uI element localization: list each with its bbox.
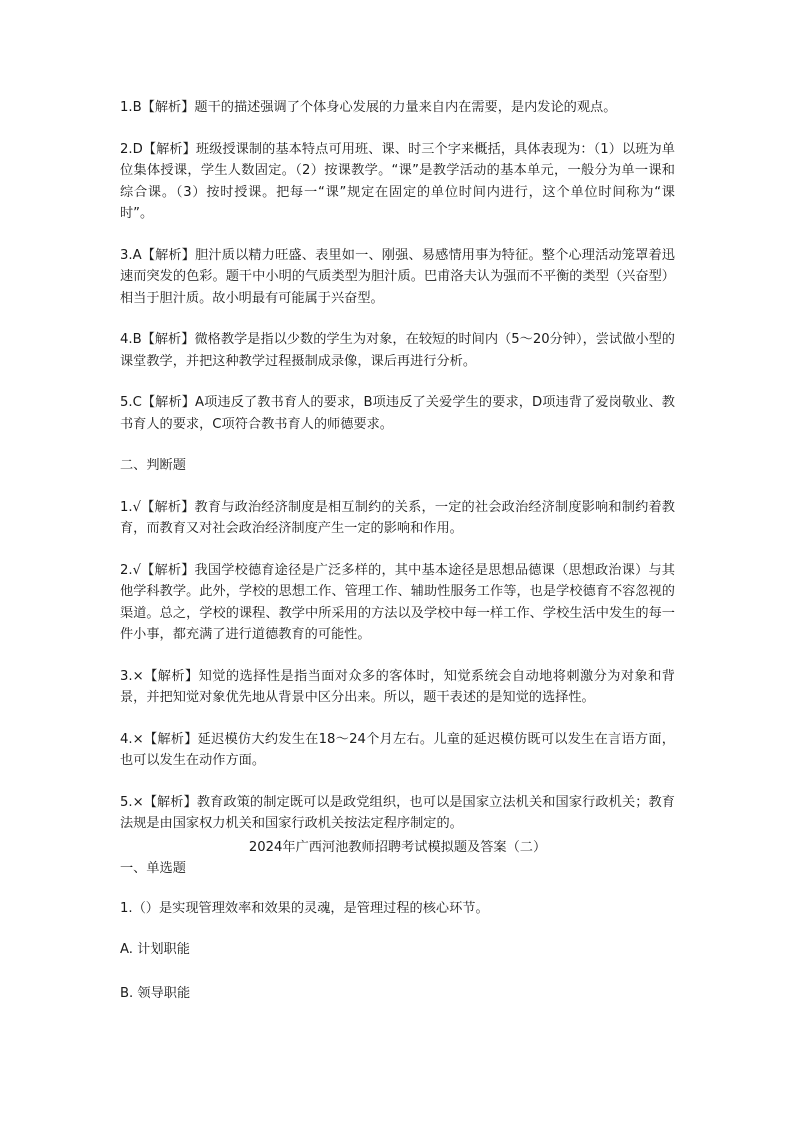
answer-5: 5.C【解析】A项违反了教书育人的要求，B项违反了关爱学生的要求，D项违背了爱岗敬业、教书育人的要求，C项符合教书育人的师德要求。 [120, 395, 675, 432]
answer-4: 4.B【解析】微格教学是指以少数的学生为对象，在较短的时间内（5～20分钟），尝试做小型的课堂教学，并把这种教学过程摄制成录像，课后再进行分析。 [120, 332, 675, 369]
section-heading-single-choice: 一、单选题 [120, 861, 186, 876]
document-page [120, 97, 675, 1026]
judgment-answer-2: 2.√【解析】我国学校德育途径是广泛多样的，其中基本途径是思想品德课（思想政治课）与其他学科教学。此外，学校的思想工作、管理工作、辅助性服务工作等，也是学校德育不容忽视的渠道。总之，学校的课程、教学中所采用的方法以及学校中每一样工作、学校生活中发生的每一件小事，都充满了进行道德教育的可能性。 [120, 562, 675, 642]
option-a: A. 计划职能 [120, 942, 190, 957]
judgment-answer-3: 3.×【解析】知觉的选择性是指当面对众多的客体时，知觉系统会自动地将刺激分为对象和背景，并把知觉对象优先地从背景中区分出来。所以，题干表述的是知觉的选择性。 [120, 668, 675, 705]
answer-2: 2.D【解析】班级授课制的基本特点可用班、课、时三个字来概括，具体表现为：（1）以班为单位集体授课，学生人数固定。（2）按课教学。“课”是教学活动的基本单元，一般分为单一课和综合课。（3）按时授课。把每一“课”规定在固定的单位时间内进行，这个单位时间称为“课时”。 [120, 141, 675, 221]
option-b: B. 领导职能 [120, 985, 191, 1001]
answer-1: 1.B【解析】题干的描述强调了个体身心发展的力量来自内在需要，是内发论的观点。 [120, 100, 617, 115]
exam-title: 2024年广西河池教师招聘考试模拟题及答案（二） [248, 839, 547, 855]
question-1: 1.（）是实现管理效率和效果的灵魂，是管理过程的核心环节。 [120, 900, 489, 916]
answer-3: 3.A【解析】胆汁质以精力旺盛、表里如一、刚强、易感情用事为特征。整个心理活动笼罩着迅速而突发的色彩。题干中小明的气质类型为胆汁质。巴甫洛夫认为强而不平衡的类型（兴奋型）相当于胆汁质。故小明最有可能属于兴奋型。 [120, 247, 675, 306]
judgment-answer-1: 1.√【解析】教育与政治经济制度是相互制约的关系，一定的社会政治经济制度影响和制约着教育，而教育又对社会政治经济制度产生一定的影响和作用。 [120, 499, 675, 536]
judgment-answer-4: 4.×【解析】延迟模仿大约发生在18～24个月左右。儿童的延迟模仿既可以发生在言语方面，也可以发生在动作方面。 [120, 731, 675, 768]
section-heading-judgment: 二、判断题 [120, 458, 186, 473]
judgment-answer-5: 5.×【解析】教育政策的制定既可以是政党组织，也可以是国家立法机关和国家行政机关；教育法规是由国家权力机关和国家行政机关按法定程序制定的。 [120, 794, 675, 831]
